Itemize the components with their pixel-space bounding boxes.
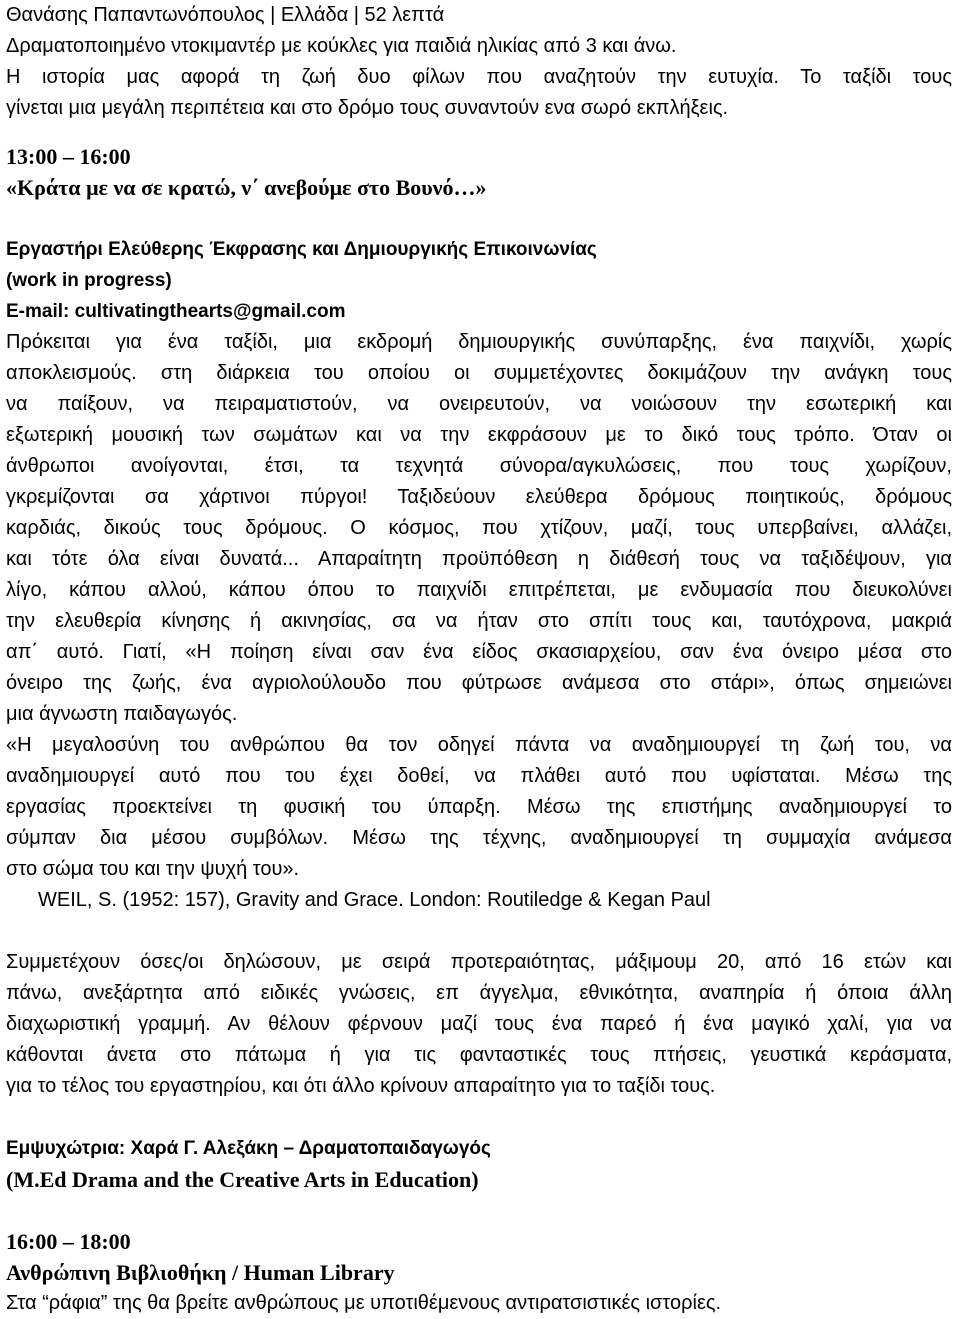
film-description-line: Δραματοποιημένο ντοκιμαντέρ με κούκλες για παιδιά ηλικίας από 3 και άνω. <box>6 35 677 57</box>
description-line: λίγο, κάπου αλλού, κάπου όπου το παιχνίδι επιτρέπεται, με ενδυμασία που διευκολύνει <box>6 579 952 601</box>
description-line: καρδιάς, δικούς τους δρόμους. Ο κόσμος, που χτίζουν, μαζί, τους υπερβαίνει, αλλάζει, <box>6 517 952 539</box>
session-time: 16:00 – 18:00 <box>6 1229 131 1254</box>
description-line: Πρόκειται για ένα ταξίδι, μια εκδρομή δημιουργικής συνύπαρξης, ένα παιχνίδι, χωρίς <box>6 331 952 353</box>
quote-line: στο σώμα του και την ψυχή του». <box>6 858 300 880</box>
spacer <box>6 1195 952 1226</box>
citation: WEIL, S. (1952: 157), Gravity and Grace. London: Routiledge & Kegan Paul <box>38 889 711 911</box>
participants-line: Συμμετέχουν όσες/οι δηλώσουν, με σειρά προτεραιότητας, μάξιμουμ 20, από 16 ετών και <box>6 951 952 973</box>
description-line: απ΄ αυτό. Γιατί, «Η ποίηση είναι σαν ένα είδος σκασιαρχείου, σαν ένα όνειρο μέσα στο <box>6 641 952 663</box>
participants-info <box>6 947 952 1102</box>
film-synopsis-line: γίνεται μια μεγάλη περιπέτεια και στο δρόμο τους συναντούν ενα σωρό εκπλήξεις. <box>6 97 729 119</box>
participants-line: κάθονται άνετα στο πάτωμα ή για τις φανταστικές τους πτήσεις, γευστικά κεράσματα, <box>6 1044 952 1066</box>
session-2 <box>6 1226 952 1319</box>
description-line: εξωτερική μουσική των σωμάτων και να την εκφράσουν με το δικό τους τρόπο. Όταν οι <box>6 424 952 446</box>
description-line: να παίξουν, να πειραματιστούν, να ονειρευτούν, να νοιώσουν την εσωτερική και <box>6 393 952 415</box>
facilitator: Εμψυχώτρια: Χαρά Γ. Αλεξάκη – Δραματοπαιδαγωγός <box>6 1138 491 1159</box>
email-link[interactable]: cultivatingthearts@gmail.com <box>74 301 346 322</box>
film-credit-line: Θανάσης Παπαντωνόπουλος | Ελλάδα | 52 λεπτά <box>6 4 445 26</box>
description-line: και τότε όλα είναι δυνατά... Απαραίτητη προϋπόθεση η διάθεσή τους να ταξιδέψουν, για <box>6 548 952 570</box>
description-line: την ελευθερία κίνησης ή ακινησίας, σα να ήταν στο σπίτι τους και, ταυτόχρονα, μακριά <box>6 610 952 632</box>
session-title: «Κράτα με να σε κρατώ, ν΄ ανεβούμε στο Βουνό…» <box>6 175 487 200</box>
description-line: αποκλεισμούς. στη διάρκεια του οποίου οι συμμετέχοντες δοκιμάζουν την ανάγκη τους <box>6 362 952 384</box>
quote-line: αναδημιουργεί αυτό που του έχει δοθεί, να πλάθει αυτό που υφίσταται. Μέσω της <box>6 765 952 787</box>
session-1 <box>6 141 952 1195</box>
description-line: όνειρο της ζωής, ένα αγριολούλουδο που φύτρωσε ανάμεσα στο στάρι», όπως σημειώνει <box>6 672 952 694</box>
description-line: άνθρωποι ανοίγονται, έτσι, τα τεχνητά σύνορα/αγκυλώσεις, που τους χωρίζουν, <box>6 455 952 477</box>
spacer <box>6 916 952 947</box>
workshop-description <box>6 327 952 730</box>
description-line: γκρεμίζονται σα χάρτινοι πύργοι! Ταξιδεύουν ελεύθερα δρόμους ποιητικούς, δρόμους <box>6 486 952 508</box>
email-label: E-mail: <box>6 301 75 322</box>
session-title: Ανθρώπινη Βιβλιοθήκη / Human Library <box>6 1260 395 1285</box>
contact-email-line <box>6 296 952 327</box>
participants-line: για το τέλος του εργαστηρίου, και ότι άλλο κρίνουν απαραίτητο για το ταξίδι τους. <box>6 1075 716 1097</box>
film-synopsis-line: Η ιστορία μας αφορά τη ζωή δυο φίλων που αναζητούν την ευτυχία. Το ταξίδι τους <box>6 66 952 88</box>
workshop-name: Εργαστήρι Ελεύθερης Έκφρασης και Δημιουργικής Επικοινωνίας <box>6 239 597 260</box>
session-time: 13:00 – 16:00 <box>6 144 131 169</box>
workshop-status: (work in progress) <box>6 270 172 291</box>
session-description: Στα “ράφια” της θα βρείτε ανθρώπους με υποτιθέμενους αντιρατσιστικές ιστορίες. <box>6 1292 722 1314</box>
facilitator-credentials: (M.Ed Drama and the Creative Arts in Education) <box>6 1167 479 1192</box>
spacer <box>6 124 952 141</box>
spacer <box>6 203 952 234</box>
spacer <box>6 1102 952 1133</box>
quote-line: «Η μεγαλοσύνη του ανθρώπου θα τον οδηγεί πάντα να αναδημιουργεί τη ζωή του, να <box>6 734 952 756</box>
description-line: μια άγνωστη παιδαγωγός. <box>6 703 238 725</box>
intro-section <box>6 0 952 124</box>
participants-line: διαχωριστική γραμμή. Αν θέλουν φέρνουν μαζί τους ένα παρεό ή ένα μαγικό χαλί, για να <box>6 1013 952 1035</box>
quote-line: σύμπαν δια μέσου συμβόλων. Μέσω της τέχνης, αναδημιουργεί τη συμμαχία ανάμεσα <box>6 827 952 849</box>
quote-line: εργασίας προεκτείνει τη φυσική του ύπαρξη. Μέσω της επιστήμης αναδημιουργεί το <box>6 796 952 818</box>
participants-line: πάνω, ανεξάρτητα από ειδικές γνώσεις, επ άγγελμα, εθνικότητα, αναπηρία ή όποια άλλη <box>6 982 952 1004</box>
quote-block <box>6 730 952 885</box>
